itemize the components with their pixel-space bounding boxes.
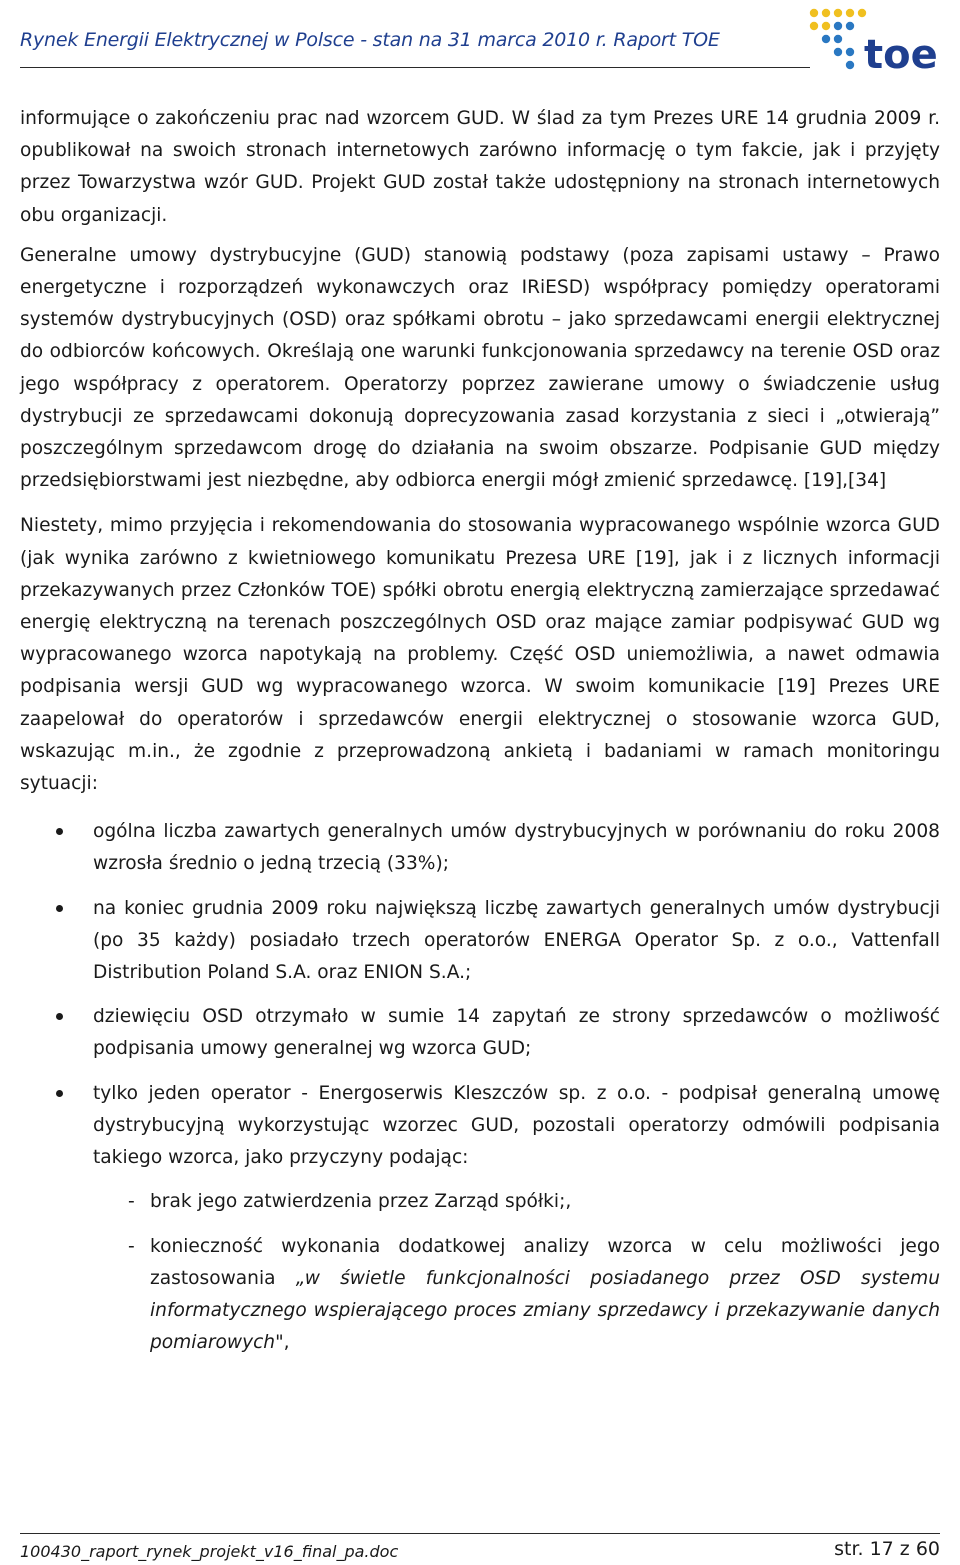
bullet-icon: [56, 1013, 63, 1020]
bullet-icon: [56, 1090, 63, 1097]
dash-marker: -: [128, 1191, 135, 1213]
logo-wordmark: toe: [864, 32, 938, 76]
list-item: [20, 1078, 940, 1175]
reason-item: [20, 1186, 940, 1218]
header-divider: [20, 67, 810, 68]
paragraph-problems: Niestety, mimo przyjęcia i rekomendowania do stosowania wypracowanego wspólnie wzorca GUD (jak wynika zarówno z kwietniowego komunikatu Prezesa URE [19], jak i z licznych informacji przekazywanych przez Członków TOE) spółki obrotu energią elektryczną zamierzające sprzedawać energię elektryczną na terenach poszczególnych OSD oraz mające zamiar podpisywać GUD wg wypracowanego wzorca napotykają na problemy. Część OSD uniemożliwia, a nawet odmawia podpisania wersji GUD wg wypracowanego wzorca. W swoim komunikacie [19] Prezes URE zaapelował do operatorów i sprzedawców energii elektrycznej o stosowanie wzorca GUD, wskazując m.in., że zgodnie z przeprowadzoną ankietą i badaniami w ramach monitoringu sytuacji:: [20, 515, 940, 795]
bullet-icon: [56, 905, 63, 912]
reason-item: [20, 1231, 940, 1360]
header-title: Rynek Energii Elektrycznej w Polsce - stan na 31 marca 2010 r. Raport TOE: [20, 29, 720, 51]
survey-results-list: [20, 816, 940, 1174]
list-item: [20, 816, 940, 880]
dash-marker: -: [128, 1235, 135, 1257]
page-number: str. 17 z 60: [834, 1538, 940, 1560]
page-header: [0, 0, 960, 90]
paragraph-gud-definition: Generalne umowy dystrybucyjne (GUD) stanowią podstawy (poza zapisami ustawy – Prawo energetyczne i rozporządzeń wykonawczych oraz IRiESD) współpracy pomiędzy operatorami systemów dystrybucyjnych (OSD) oraz spółkami obrotu – jako sprzedawcami energii elektrycznej do odbiorców końcowych. Określają one warunki funkcjonowania sprzedawcy na terenie OSD oraz jego współpracy z operatorem. Operatorzy poprzez zawierane umowy o świadczenie usług dystrybucji ze sprzedawcami dokonują doprecyzowania zasad korzystania z sieci i „otwierają” poszczególnym sprzedawcom drogę do działania na swoim obszarze. Podpisanie GUD między przedsiębiorstwami jest niezbędne, aby odbiorca energii mógł zmienić sprzedawcę. [19],[34]: [20, 244, 940, 492]
toe-logo: [806, 6, 954, 76]
list-item-text: na koniec grudnia 2009 roku największą liczbę zawartych generalnych umów dystrybucji (po 35 każdy) posiadało trzech operatorów ENERGA Operator Sp. z o.o., Vattenfall Distribution Poland S.A. oraz ENION S.A.;: [93, 897, 940, 984]
footer-filename: 100430_raport_rynek_projekt_v16_final_pa.doc: [20, 1542, 399, 1561]
list-item-text: tylko jeden operator - Energoserwis Kleszczów sp. z o.o. - podpisał generalną umowę dystrybucyjną wykorzystując wzorzec GUD, pozostali operatorzy odmówili podpisania takiego wzorca, jako przyczyny podając:: [93, 1082, 940, 1169]
reason-quote-end: ",: [275, 1332, 290, 1354]
reason-quote: „w świetle funkcjonalności posiadanego przez OSD systemu informatycznego wspierającego proces zmiany sprzedawcy i przekazywanie danych pomiarowych: [150, 1267, 940, 1354]
reason-text: brak jego zatwierdzenia przez Zarząd spółki;,: [150, 1191, 572, 1213]
paragraph-intro: informujące o zakończeniu prac nad wzorcem GUD. W ślad za tym Prezes URE 14 grudnia 2009 r. opublikował na swoich stronach internetowych zarówno informację o tym fakcie, jak i przyjęty przez Towarzystwa wzór GUD. Projekt GUD został także udostępniony na stronach internetowych obu organizacji.: [20, 108, 940, 226]
footer-divider: [20, 1533, 940, 1534]
list-item: [20, 1001, 940, 1065]
list-item-text: dziewięciu OSD otrzymało w sumie 14 zapytań ze strony sprzedawców o możliwość podpisania umowy generalnej wg wzorca GUD;: [93, 1006, 940, 1060]
reason-text: konieczność wykonania dodatkowej analizy wzorca w celu możliwości jego zastosowania: [150, 1235, 940, 1289]
bullet-icon: [56, 828, 63, 835]
list-item: [20, 893, 940, 990]
document-body: [20, 103, 940, 1371]
list-item-text: ogólna liczba zawartych generalnych umów dystrybucyjnych w porównaniu do roku 2008 wzrosła średnio o jedną trzecią (33%);: [93, 821, 940, 875]
refusal-reasons-list: [20, 1186, 940, 1359]
logo-dots: [810, 9, 866, 69]
